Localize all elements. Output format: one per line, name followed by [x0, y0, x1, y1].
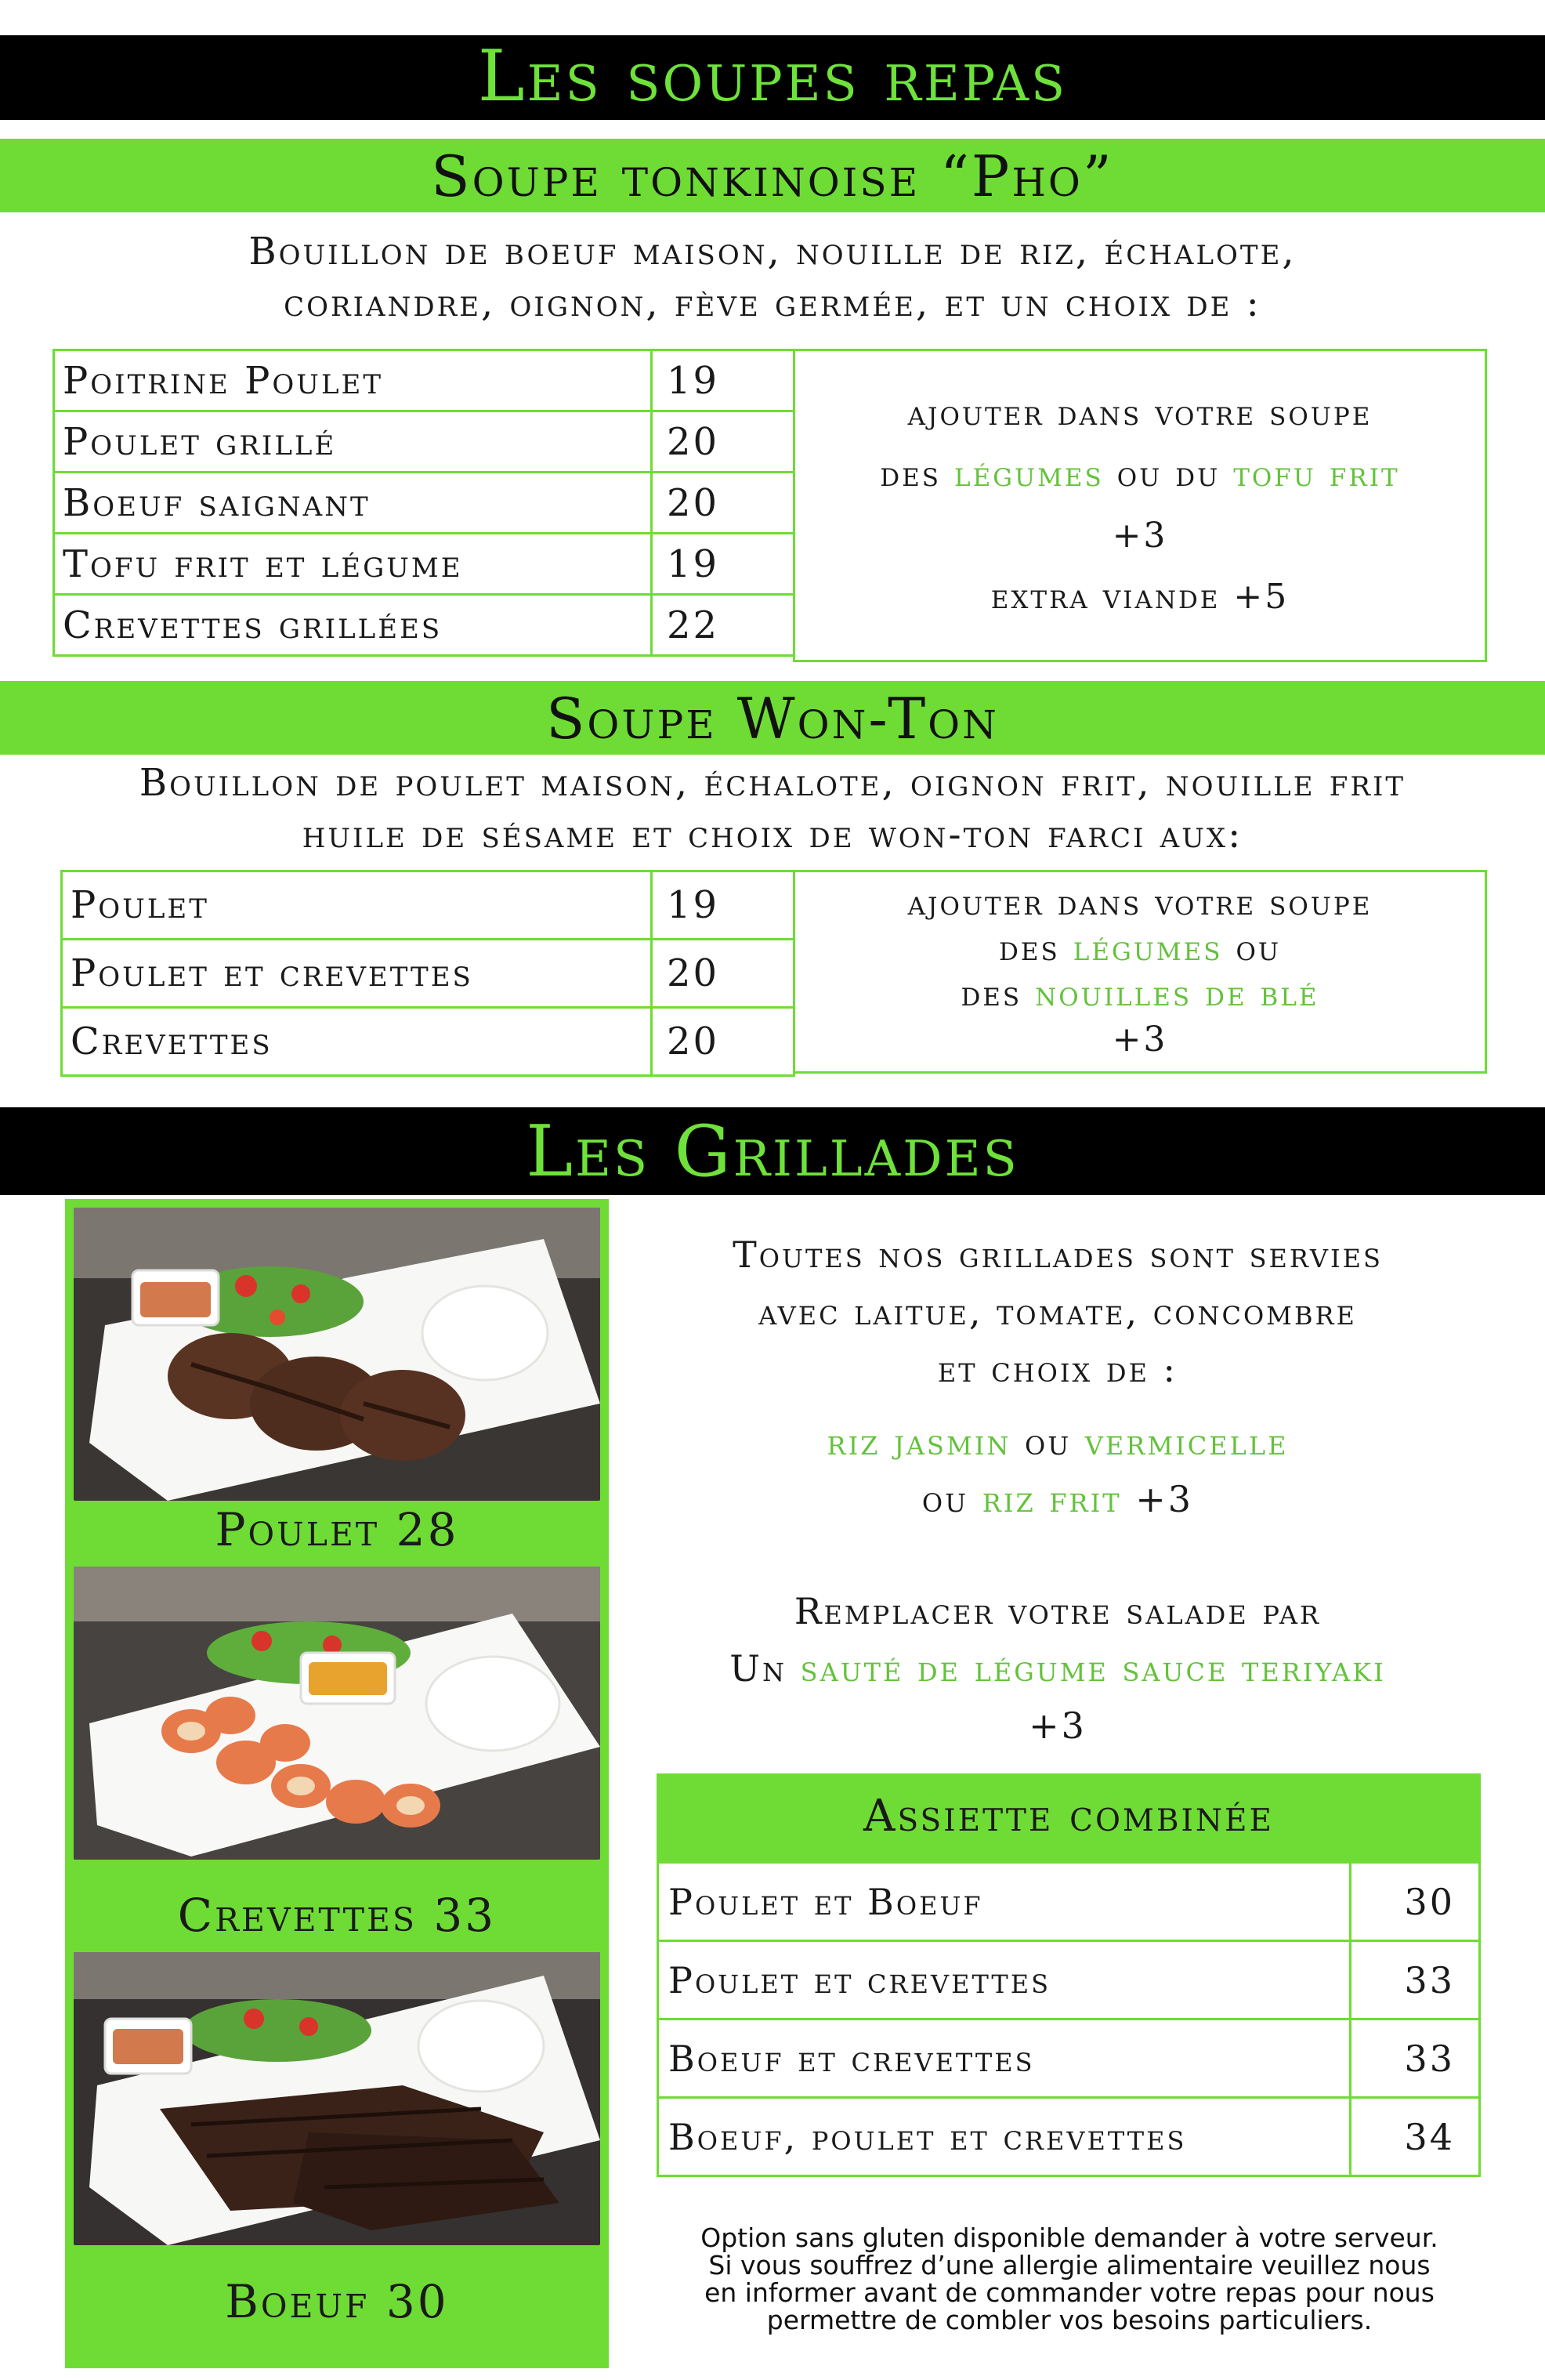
- replace-line1: Remplacer votre salade par: [794, 1590, 1322, 1632]
- item-price: 34: [1351, 2098, 1480, 2176]
- table-row: [54, 411, 794, 473]
- table-row: [62, 940, 794, 1008]
- addon-line1: ajouter dans votre soupe: [907, 883, 1373, 923]
- item-price: 33: [1351, 1941, 1480, 2020]
- pho-title: Soupe tonkinoise “Pho”: [431, 143, 1114, 209]
- wonton-addon-box: [793, 870, 1487, 1074]
- addon-line3: [795, 972, 1485, 1017]
- option-highlight: riz frit: [982, 1478, 1122, 1520]
- item-name: Poitrine Poulet: [54, 350, 652, 411]
- table-row: [658, 1941, 1480, 2020]
- boeuf-caption: Boeuf 30: [225, 2275, 449, 2328]
- info-options: [627, 1414, 1489, 1471]
- item-name: Crevettes: [62, 1008, 652, 1076]
- table-row: [658, 2020, 1480, 2098]
- item-name: Boeuf et crevettes: [658, 2020, 1351, 2098]
- replace-text: Un: [729, 1647, 801, 1690]
- item-price: 19: [652, 534, 794, 595]
- wonton-price-table: [60, 870, 795, 1077]
- item-name: Crevettes grillées: [54, 595, 652, 656]
- table-row: [62, 871, 794, 940]
- item-name: Poulet et crevettes: [62, 940, 652, 1008]
- table-row: [54, 473, 794, 534]
- item-price: 19: [652, 350, 794, 411]
- item-price: 20: [652, 1008, 794, 1076]
- info-line3: et choix de :: [937, 1348, 1178, 1390]
- addon-text: des: [880, 455, 954, 494]
- item-price: 33: [1351, 2020, 1480, 2098]
- option-text: +3: [1121, 1478, 1194, 1520]
- note-line2: Si vous souffrez d’une allergie alimentaire veuillez nous: [708, 2250, 1431, 2280]
- wonton-desc-line1: Bouillon de poulet maison, échalote, oignon frit, nouille frit: [139, 761, 1406, 805]
- table-row: [62, 1008, 794, 1076]
- addon-price: +3: [1112, 516, 1168, 556]
- combo-price-table: [657, 1861, 1481, 2177]
- addon-text: ou: [1222, 929, 1281, 969]
- grillades-title: Les Grillades: [526, 1110, 1019, 1193]
- soupes-title: Les soupes repas: [477, 35, 1068, 118]
- table-row: [54, 350, 794, 411]
- item-price: 20: [652, 411, 794, 473]
- pho-header: [0, 139, 1545, 212]
- item-name: Poulet grillé: [54, 411, 652, 473]
- item-price: 20: [652, 473, 794, 534]
- replace-price: +3: [1029, 1704, 1087, 1747]
- addon-line2: [795, 926, 1485, 972]
- addon-highlight: légumes: [954, 455, 1104, 494]
- option-highlight: riz jasmin: [827, 1421, 1011, 1463]
- addon-line2: [795, 444, 1485, 505]
- addon-line1: ajouter dans votre soupe: [907, 393, 1373, 433]
- addon-text: ou du: [1103, 455, 1234, 494]
- info-options-2: [627, 1471, 1489, 1528]
- item-name: Tofu frit et légume: [54, 534, 652, 595]
- boeuf-photo: [74, 1952, 600, 2245]
- table-row: [658, 2098, 1480, 2176]
- item-name: Poulet et Boeuf: [658, 1863, 1351, 1941]
- allergy-note: [666, 2224, 1473, 2334]
- crevettes-photo: [74, 1567, 600, 1860]
- pho-desc-line2: coriandre, oignon, fève germée, et un choix de :: [284, 281, 1261, 325]
- item-name: Poulet: [62, 871, 652, 940]
- option-highlight: vermicelle: [1084, 1421, 1289, 1463]
- wonton-desc-line2: huile de sésame et choix de won-ton farci aux:: [302, 813, 1243, 857]
- item-name: Boeuf, poulet et crevettes: [658, 2098, 1351, 2176]
- grillades-section-header: [0, 1107, 1545, 1195]
- table-row: [54, 595, 794, 656]
- replace-line2: [627, 1640, 1489, 1697]
- item-name: Poulet et crevettes: [658, 1941, 1351, 2020]
- wonton-title: Soupe Won-Ton: [546, 686, 999, 752]
- addon-extra: extra viande +5: [990, 577, 1290, 617]
- poulet-photo: [74, 1208, 600, 1501]
- item-price: 20: [652, 940, 794, 1008]
- wonton-header: [0, 681, 1545, 755]
- addon-price: +3: [1112, 1020, 1168, 1060]
- item-price: 19: [652, 871, 794, 940]
- combo-title: Assiette combinée: [863, 1791, 1274, 1842]
- info-line1: Toutes nos grillades sont servies: [733, 1233, 1383, 1276]
- note-line3: en informer avant de commander votre repas pour nous: [704, 2277, 1435, 2308]
- option-text: ou: [921, 1478, 982, 1520]
- note-line4: permettre de combler vos besoins particuliers.: [766, 2305, 1373, 2335]
- table-row: [658, 1863, 1480, 1941]
- pho-description: [0, 226, 1545, 329]
- note-line1: Option sans gluten disponible demander à votre serveur.: [700, 2222, 1438, 2253]
- info-line2: avec laitue, tomate, concombre: [758, 1291, 1357, 1333]
- grillades-info: [627, 1226, 1489, 1755]
- addon-text: des: [999, 929, 1073, 969]
- addon-text: des: [961, 974, 1036, 1014]
- combo-header: [657, 1773, 1481, 1863]
- item-name: Boeuf saignant: [54, 473, 652, 534]
- addon-highlight: nouilles de blé: [1035, 974, 1319, 1014]
- soupes-section-header: [0, 35, 1545, 120]
- pho-addon-box: [793, 349, 1487, 662]
- pho-price-table: [52, 349, 795, 657]
- item-price: 22: [652, 595, 794, 656]
- wonton-description: [0, 757, 1545, 860]
- table-row: [54, 534, 794, 595]
- item-price: 30: [1351, 1863, 1480, 1941]
- replace-highlight: sauté de légume sauce teriyaki: [800, 1647, 1386, 1690]
- addon-highlight: tofu frit: [1233, 455, 1400, 494]
- poulet-caption: Poulet 28: [215, 1503, 459, 1556]
- grillades-photo-column: [65, 1199, 609, 2368]
- option-text: ou: [1011, 1421, 1085, 1463]
- crevettes-caption: Crevettes 33: [177, 1889, 497, 1942]
- addon-highlight: légumes: [1073, 929, 1223, 969]
- pho-desc-line1: Bouillon de boeuf maison, nouille de riz, échalote,: [248, 230, 1297, 274]
